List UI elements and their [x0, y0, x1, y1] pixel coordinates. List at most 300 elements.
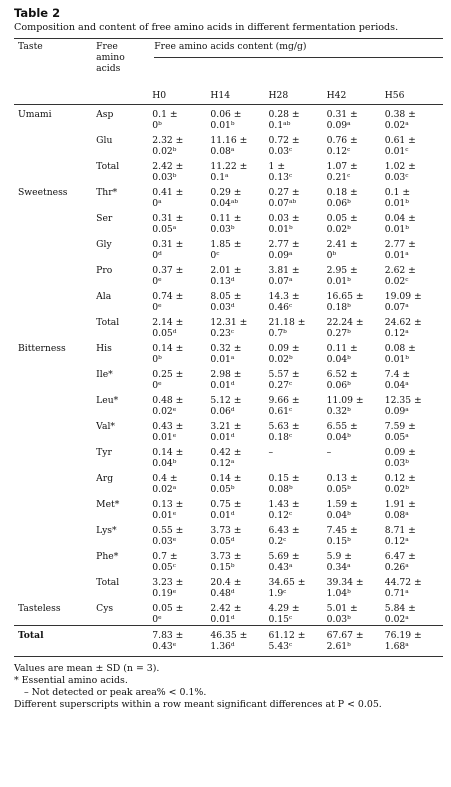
sd-value: 0.04ᵃᵇ — [210, 198, 239, 209]
mean-value: 0.4 ± — [152, 473, 178, 484]
value-cell — [385, 261, 443, 287]
mean-value: 0.09 ± — [384, 447, 416, 458]
mean-value: 9.66 ± — [268, 395, 300, 406]
sd-value: 0.32ᵇ — [326, 406, 351, 417]
value-cell — [210, 626, 268, 657]
table-caption: Composition and content of free amino acids in different fermentation periods. — [14, 22, 399, 33]
taste-cell — [14, 313, 94, 339]
sd-value: 0.01ᵇ — [384, 354, 409, 365]
value-cell — [269, 417, 327, 443]
footnote: Values are mean ± SD (n = 3). — [14, 663, 160, 674]
value-cell — [385, 339, 443, 365]
mean-value: 19.09 ± — [384, 291, 422, 302]
value-cell — [152, 209, 210, 235]
taste-cell — [14, 365, 94, 391]
sd-value: 0.05ᵃ — [384, 432, 409, 443]
value-cell — [269, 495, 327, 521]
value-cell — [269, 547, 327, 573]
sd-value: 0.04ᵇ — [326, 354, 351, 365]
amino-acid-cell: Total — [96, 161, 120, 172]
sd-value: 0.01ᵈ — [210, 380, 235, 391]
mean-value: 0.29 ± — [210, 187, 242, 198]
mean-value: 11.16 ± — [210, 135, 248, 146]
value-cell — [269, 443, 327, 469]
mean-value: 0.27 ± — [268, 187, 300, 198]
sd-value: 0.12ᶜ — [326, 146, 351, 157]
sd-value: 0.09ᵃ — [326, 120, 351, 131]
taste-cell — [14, 547, 94, 573]
sd-value: 0.05ᶜ — [152, 562, 176, 573]
value-cell — [210, 365, 268, 391]
sd-value: 0ᵈ — [152, 250, 162, 261]
value-cell — [152, 521, 210, 547]
value-cell — [385, 495, 443, 521]
mean-value: 0.18 ± — [326, 187, 358, 198]
table-row — [14, 261, 443, 287]
sd-value: 0.02ᵇ — [326, 224, 351, 235]
sd-value: 0.1ᵃᵇ — [268, 120, 291, 131]
table-row — [14, 365, 443, 391]
sd-value: 0.08ᵃ — [384, 510, 409, 521]
amino-acid-cell: Thr* — [96, 187, 118, 198]
mean-value: 8.05 ± — [210, 291, 242, 302]
sd-value: 0.01ᵇ — [268, 224, 293, 235]
table-row — [14, 391, 443, 417]
value-cell — [152, 235, 210, 261]
sd-value: 0.13ᶜ — [268, 172, 293, 183]
sd-value: 0.01ᵉ — [152, 510, 177, 521]
value-cell — [385, 313, 443, 339]
value-cell — [385, 365, 443, 391]
taste-cell — [14, 495, 94, 521]
mean-value: 22.24 ± — [326, 317, 364, 328]
amino-acid-cell: His — [96, 343, 112, 354]
mean-value: 16.65 ± — [326, 291, 364, 302]
mean-value: 0.11 ± — [210, 213, 242, 224]
taste-cell: Sweetness — [18, 187, 68, 198]
sd-value: 0.18ᶜ — [268, 432, 293, 443]
value-cell — [327, 105, 385, 132]
footnote: * Essential amino acids. — [14, 675, 128, 686]
table-row — [14, 131, 443, 157]
mean-value: 0.75 ± — [210, 499, 242, 510]
value-cell — [385, 521, 443, 547]
mean-value: 0.12 ± — [384, 473, 416, 484]
mean-value: 61.12 ± — [268, 630, 306, 641]
value-cell — [269, 261, 327, 287]
value-cell — [152, 131, 210, 157]
value-cell — [210, 443, 268, 469]
amino-acid-cell: Phe* — [96, 551, 119, 562]
sd-value: 0ᵇ — [152, 120, 162, 131]
mean-value: 2.01 ± — [210, 265, 242, 276]
mean-value: 6.55 ± — [326, 421, 358, 432]
value-cell — [269, 157, 327, 183]
sd-value: 0.19ᵉ — [152, 588, 177, 599]
sd-value: 0.04ᵃ — [384, 380, 409, 391]
value-cell — [210, 313, 268, 339]
value-cell — [152, 443, 210, 469]
mean-value: 2.98 ± — [210, 369, 242, 380]
sd-value: 0.01ᵃ — [384, 250, 409, 261]
mean-value: 0.11 ± — [326, 343, 358, 354]
value-cell — [327, 469, 385, 495]
mean-value: 2.95 ± — [326, 265, 358, 276]
value-cell — [385, 599, 443, 626]
value-cell — [269, 209, 327, 235]
value-cell — [327, 235, 385, 261]
mean-value: 3.81 ± — [268, 265, 300, 276]
mean-value: 11.22 ± — [210, 161, 248, 172]
sd-value: 0.03ᵇ — [384, 458, 409, 469]
mean-value: 0.31 ± — [152, 239, 184, 250]
sd-value: 0.34ᵃ — [326, 562, 351, 573]
taste-cell — [14, 443, 94, 469]
sd-value: 5.43ᶜ — [268, 641, 293, 652]
value-cell — [269, 105, 327, 132]
sd-value: 0.01ᵈ — [210, 510, 235, 521]
sd-value: 0.13ᵈ — [210, 276, 235, 287]
sd-value: 0.06ᵇ — [326, 380, 351, 391]
sd-value: 0.43ᵉ — [152, 641, 177, 652]
value-cell — [210, 235, 268, 261]
amino-acid-cell: Arg — [96, 473, 114, 484]
table-row — [14, 313, 443, 339]
mean-value: 0.7 ± — [152, 551, 178, 562]
value-cell — [210, 573, 268, 599]
mean-value: 0.05 ± — [152, 603, 184, 614]
value-cell — [210, 599, 268, 626]
mean-value: 0.72 ± — [268, 135, 300, 146]
mean-value: 0.06 ± — [210, 109, 242, 120]
mean-value: 0.31 ± — [326, 109, 358, 120]
taste-cell — [14, 521, 94, 547]
value-cell — [269, 235, 327, 261]
table-row — [14, 495, 443, 521]
mean-value: 1.07 ± — [326, 161, 358, 172]
table-row — [14, 443, 443, 469]
mean-value: 39.34 ± — [326, 577, 364, 588]
value-cell — [210, 287, 268, 313]
value-cell — [327, 521, 385, 547]
sd-value: 0.04ᵇ — [152, 458, 177, 469]
value-cell — [210, 495, 268, 521]
sd-value: 0.61ᶜ — [268, 406, 293, 417]
value-cell — [269, 287, 327, 313]
value-cell — [269, 131, 327, 157]
sd-value: 0.26ᵃ — [384, 562, 409, 573]
value-cell — [210, 131, 268, 157]
sd-value: 0.15ᵇ — [210, 562, 235, 573]
value-cell — [152, 183, 210, 209]
sd-value: 0.06ᵈ — [210, 406, 235, 417]
mean-value: 1.85 ± — [210, 239, 242, 250]
value-cell — [327, 261, 385, 287]
value-cell — [385, 391, 443, 417]
amino-acid-cell: Cys — [96, 603, 114, 614]
taste-cell: Umami — [18, 109, 52, 120]
sd-value: 0.09ᵃ — [268, 250, 293, 261]
mean-value: 0.05 ± — [326, 213, 358, 224]
sd-value: 0.03ᶜ — [268, 146, 293, 157]
mean-value: 0.76 ± — [326, 135, 358, 146]
taste-cell: Bitterness — [18, 343, 66, 354]
mean-value: 6.43 ± — [268, 525, 300, 536]
period-header: H0 — [152, 82, 210, 105]
mean-value: 0.31 ± — [152, 213, 184, 224]
sd-value: 0.07ᵃ — [268, 276, 293, 287]
amino-acid-cell: Ala — [96, 291, 112, 302]
value-cell — [210, 469, 268, 495]
mean-value: 7.83 ± — [152, 630, 184, 641]
mean-value: 20.4 ± — [210, 577, 242, 588]
sd-value: 0.02ᵃ — [384, 120, 409, 131]
taste-cell — [14, 391, 94, 417]
sd-value: 1.68ᵃ — [384, 641, 409, 652]
taste-cell — [14, 573, 94, 599]
sd-value: 0ᵉ — [152, 302, 162, 313]
table-row — [14, 339, 443, 365]
sd-value: 2.61ᵇ — [326, 641, 351, 652]
mean-value: 1.91 ± — [384, 499, 416, 510]
table-row — [14, 287, 443, 313]
value-cell — [269, 391, 327, 417]
mean-value: 1.43 ± — [268, 499, 300, 510]
header-taste: Taste — [18, 41, 43, 52]
mean-value: 0.1 ± — [152, 109, 178, 120]
taste-cell — [14, 287, 94, 313]
mean-value: 2.77 ± — [384, 239, 416, 250]
value-cell — [269, 469, 327, 495]
sd-value: 0ᵇ — [326, 250, 337, 261]
mean-value: 46.35 ± — [210, 630, 248, 641]
sd-value: 0.01ᵇ — [326, 276, 351, 287]
sd-value: 0.2ᶜ — [268, 536, 287, 547]
mean-value: 2.42 ± — [210, 603, 242, 614]
mean-value: 0.41 ± — [152, 187, 184, 198]
value-cell — [269, 365, 327, 391]
sd-value: 0.05ᵇ — [326, 484, 351, 495]
mean-value: 12.35 ± — [384, 395, 422, 406]
sd-value: 0.01ᵉ — [152, 432, 177, 443]
table-row — [14, 105, 443, 132]
sd-value: 0.01ᵇ — [384, 198, 409, 209]
value-cell — [327, 209, 385, 235]
sd-value: 0.01ᵈ — [210, 614, 235, 625]
value-cell — [269, 599, 327, 626]
sd-value: 0.03ᶜ — [384, 172, 409, 183]
mean-value: 2.62 ± — [384, 265, 416, 276]
taste-cell — [14, 131, 94, 157]
sd-value: 0.02ᶜ — [384, 276, 409, 287]
mean-value: 0.25 ± — [152, 369, 184, 380]
value-cell — [327, 626, 385, 657]
value-cell — [152, 469, 210, 495]
value-cell — [152, 547, 210, 573]
sd-value: 0.01ᶜ — [384, 146, 409, 157]
sd-value: 0.04ᵇ — [326, 432, 351, 443]
sd-value: 0.1ᵃ — [210, 172, 229, 183]
value-cell — [385, 626, 443, 657]
taste-cell — [14, 417, 94, 443]
amino-acid-cell: Pro — [96, 265, 113, 276]
sd-value: 0.27ᶜ — [268, 380, 293, 391]
footnote: Different superscripts within a row meant significant differences at P < 0.05. — [14, 699, 382, 710]
value-cell — [152, 365, 210, 391]
mean-value: 11.09 ± — [326, 395, 364, 406]
sd-value: 0.03ᵈ — [210, 302, 235, 313]
mean-value: 0.14 ± — [210, 473, 242, 484]
amino-acid-cell: Ser — [96, 213, 113, 224]
mean-value: 24.62 ± — [384, 317, 422, 328]
table-row — [14, 547, 443, 573]
value-cell — [269, 521, 327, 547]
value-cell — [152, 573, 210, 599]
value-cell — [327, 183, 385, 209]
sd-value: 0.05ᵈ — [152, 328, 177, 339]
mean-value: 0.13 ± — [326, 473, 358, 484]
footnote: – Not detected or peak area% < 0.1%. — [24, 687, 207, 698]
sd-value: 0.01ᵇ — [384, 224, 409, 235]
table-row — [14, 521, 443, 547]
value-cell — [385, 443, 443, 469]
value-cell — [327, 365, 385, 391]
sd-value: 0.07ᵃ — [384, 302, 409, 313]
mean-value: 0.43 ± — [152, 421, 184, 432]
sd-value: 0.46ᶜ — [268, 302, 293, 313]
sd-value: 0.15ᵇ — [326, 536, 351, 547]
value-cell — [385, 183, 443, 209]
sd-value: 0.03ᵇ — [326, 614, 351, 625]
amino-acid-cell: Glu — [96, 135, 113, 146]
mean-value: 0.37 ± — [152, 265, 184, 276]
value-cell — [327, 573, 385, 599]
sd-value: 0.02ᵃ — [384, 614, 409, 625]
mean-value: 8.71 ± — [384, 525, 416, 536]
value-cell — [385, 209, 443, 235]
sd-value: 0ᵉ — [152, 380, 162, 391]
mean-value: 3.23 ± — [152, 577, 184, 588]
mean-value: 0.28 ± — [268, 109, 300, 120]
mean-value: 5.12 ± — [210, 395, 242, 406]
mean-value: 6.47 ± — [384, 551, 416, 562]
mean-value: 76.19 ± — [384, 630, 422, 641]
mean-value: 5.9 ± — [326, 551, 352, 562]
sd-value: 0.12ᵃ — [384, 328, 409, 339]
mean-value: 0.74 ± — [152, 291, 184, 302]
sd-value: 0.21ᶜ — [326, 172, 351, 183]
mean-value: 14.3 ± — [268, 291, 300, 302]
taste-cell — [14, 469, 94, 495]
sd-value: 0.01ᵈ — [210, 432, 235, 443]
mean-value: 0.42 ± — [210, 447, 242, 458]
mean-value: 7.59 ± — [384, 421, 416, 432]
mean-value: 0.13 ± — [152, 499, 184, 510]
mean-value: 0.14 ± — [152, 447, 184, 458]
mean-value: 2.42 ± — [152, 161, 184, 172]
sd-value: 0.02ᵃ — [152, 484, 177, 495]
sd-value: 0.02ᵇ — [152, 146, 177, 157]
sd-value: 0ᵉ — [152, 276, 162, 287]
mean-value: – — [326, 447, 332, 458]
sd-value: 0.03ᵇ — [152, 172, 177, 183]
value-cell — [385, 105, 443, 132]
sd-value: 0.07ᵃᵇ — [268, 198, 297, 209]
sd-value: 0ᶜ — [210, 250, 220, 261]
sd-value: 0.04ᵇ — [326, 510, 351, 521]
sd-value: 0.03ᵉ — [152, 536, 177, 547]
sd-value: 0.12ᵃ — [210, 458, 235, 469]
value-cell — [385, 157, 443, 183]
mean-value: 0.08 ± — [384, 343, 416, 354]
sd-value: 0.05ᵈ — [210, 536, 235, 547]
amino-acid-cell: Ile* — [96, 369, 113, 380]
value-cell — [210, 209, 268, 235]
sd-value: 0.02ᵇ — [268, 354, 293, 365]
table-row — [14, 183, 443, 209]
taste-cell: Tasteless — [18, 603, 61, 614]
value-cell — [269, 313, 327, 339]
table-row — [14, 469, 443, 495]
value-cell — [152, 495, 210, 521]
value-cell — [210, 105, 268, 132]
table-label: Table 2 — [14, 6, 61, 20]
mean-value: 6.52 ± — [326, 369, 358, 380]
grand-total-row — [14, 626, 443, 657]
mean-value: 0.1 ± — [384, 187, 411, 198]
mean-value: 5.01 ± — [326, 603, 358, 614]
mean-value: 1 ± — [268, 161, 286, 172]
mean-value: 5.84 ± — [384, 603, 416, 614]
value-cell — [210, 339, 268, 365]
mean-value: 67.67 ± — [326, 630, 364, 641]
sd-value: 0ᵉ — [152, 614, 162, 625]
mean-value: 5.69 ± — [268, 551, 300, 562]
sd-value: 1.9ᶜ — [268, 588, 287, 599]
header-free-amino-acids: Free amino acids — [96, 41, 125, 74]
mean-value: 0.04 ± — [384, 213, 416, 224]
mean-value: 7.4 ± — [384, 369, 411, 380]
amino-acid-cell: Tyr — [96, 447, 112, 458]
mean-value: – — [268, 447, 274, 458]
mean-value: 3.73 ± — [210, 551, 242, 562]
sd-value: 0.43ᵃ — [268, 562, 293, 573]
amino-acid-table — [14, 38, 443, 657]
taste-cell — [14, 261, 94, 287]
sd-value: 0.05ᵇ — [210, 484, 235, 495]
value-cell — [210, 547, 268, 573]
period-header: H28 — [269, 82, 327, 105]
value-cell — [269, 626, 327, 657]
value-cell — [152, 599, 210, 626]
value-cell — [269, 339, 327, 365]
mean-value: 5.57 ± — [268, 369, 300, 380]
mean-value: 0.61 ± — [384, 135, 416, 146]
value-cell — [385, 469, 443, 495]
taste-cell — [14, 235, 94, 261]
value-cell — [152, 157, 210, 183]
mean-value: 2.77 ± — [268, 239, 300, 250]
sd-value: 0.05ᵃ — [152, 224, 177, 235]
mean-value: 0.15 ± — [268, 473, 300, 484]
value-cell — [152, 287, 210, 313]
value-cell — [327, 391, 385, 417]
value-cell — [327, 599, 385, 626]
value-cell — [269, 183, 327, 209]
table-row — [14, 417, 443, 443]
value-cell — [210, 183, 268, 209]
value-cell — [327, 495, 385, 521]
